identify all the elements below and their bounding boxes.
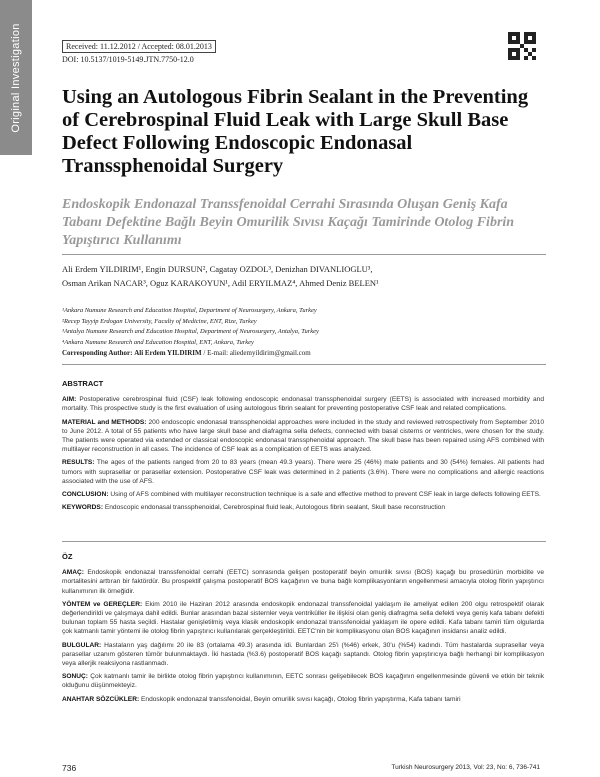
qr-code-icon <box>508 32 536 60</box>
abstract-paragraph: MATERIAL and METHODS: 200 endoscopic endonasal transsphenoidal approaches were included in the study and reviewed retrospectively from September 2010 to June 2012. A total of 55 patients who have large skull base and diafragma sella defects, connected with basal cisterns or ventricles, were chosen for the study. The patients were operated via extended or classical endoscopic endonasal transsphenoidal approach. The skull base has been repaired using AFS combined with multilayer reconstruction in all cases. The incidence of CSF leak as a complication of EETS was analyzed. <box>62 418 544 454</box>
abstract-section <box>62 379 544 516</box>
oz-keywords: ANAHTAR SÖZCÜKLER: Endoskopik endonazal transsfenoidal, Beyin omurilik sıvısı kaçağı, Otolog fibrin yapıştırma, Kafa tabanı tamiri <box>62 695 461 703</box>
affiliations <box>62 306 542 348</box>
section-tab-label: Original Investigation <box>10 22 22 133</box>
author-list <box>62 262 542 290</box>
page-number: 736 <box>62 763 77 773</box>
abstract-paragraph: CONCLUSION: Using of AFS combined with multilayer reconstruction technique is a safe and effective method to prevent CSF leak in large defects following EETS. <box>62 491 541 499</box>
received-dates: Received: 11.12.2012 / Accepted: 08.01.2013 <box>62 40 216 53</box>
author-line: Osman Arikan NACAR³, Oguz KARAKOYUN¹, Adil ERYILMAZ⁴, Ahmed Deniz BELEN¹ <box>62 278 379 288</box>
abstract-paragraph: RESULTS: The ages of the patients ranged from 20 to 83 years (mean 49.3 years). There were 25 (46%) male patients and 30 (54%) females. All patients had tumors with suprasellar or parasellar extension. Postoperative CSF leak was determined in 2 patients (3.6%). There were no complications and allergic reactions associated with the use of AFS. <box>62 459 544 485</box>
corresponding-name: Ali Erdem YILDIRIM <box>134 349 202 357</box>
oz-paragraph: AMAÇ: Endoskopik endonazal transsfenoidal cerrahi (EETC) sonrasında gelişen postoperatif beyin omurilik sıvısı (BOS) kaçağı bu prosedürün morbidite ve mortalitesini arttıran bir faktördür. Bu prospektif çalışma postoperatif BOS kaçağının ve buna bağlı komplikasyonların engellenmesi amacıyla otolog fibrin yapıştırıcı kullanımının ilk örneğidir. <box>62 569 544 595</box>
article-title: Using an Autologous Fibrin Sealant in the Preventing of Cerebrospinal Fluid Leak with Large Skull Base Defect Following Endoscopic Endonasal Transsphenoidal Surgery <box>62 86 529 177</box>
corresponding-label: Corresponding Author: <box>62 349 133 357</box>
journal-citation: Turkish Neurosurgery 2013, Vol: 23, No: 6, 736-741 <box>391 764 540 771</box>
affiliation: ²Recep Tayyip Erdogan University, Faculty of Medicine, ENT, Rize, Turkey <box>62 317 257 325</box>
affiliation: ³Antalya Numune Research and Education Hospital, Department of Neurosurgery, Antalya, Turkey <box>62 328 319 335</box>
oz-paragraph: YÖNTEM ve GEREÇLER: Ekim 2010 ile Haziran 2012 arasında endoskopik endonazal transsfenoidal yaklaşım ile ameliyat edilen 200 olgu retrospektif olarak değerlendirildi ve çalışmaya dahil edildi. Bunlar arasından bazal sisternler veya ventriküller ile ilişkisi olan geniş diafragma sella defekti veya geniş kafa tabanı defekti bulunan toplam 55 hasta seçildi. Hastalar genişletilmiş veya klasik endoskopik endonazal transsfenoidal yaklaşım ile opere edildi. Kafa tabanı tamiri tüm olgularda çok katmanlı tamir yöntemi ile otolog fibrin yapıştırıcı kullanılarak gerçekleştirildi. EETC'nin bir komplikasyonu olan BOS kaçağının insidansı analiz edildi. <box>62 600 544 636</box>
article-meta <box>62 40 216 64</box>
section-tab <box>0 0 32 155</box>
abstract-keywords: KEYWORDS: Endoscopic endonasal transsphenoidal, Cerebrospinal fluid leak, Autologous fibrin sealant, Skull base reconstruction <box>62 504 446 512</box>
affiliation: ¹Ankara Numune Research and Education Hospital, Department of Neurosurgery, Ankara, Turkey <box>62 307 317 314</box>
author-line: Ali Erdem YILDIRIM¹, Engin DURSUN², Cagatay OZDOL³, Denizhan DIVANLIOGLU³, <box>62 264 373 274</box>
corresponding-email: / E-mail: aliedemyildirim@gmail.com <box>203 349 311 357</box>
divider <box>62 541 546 542</box>
affiliation: ⁴Ankara Numune Research and Education Hospital, ENT, Ankara, Turkey <box>62 338 254 346</box>
oz-paragraph: BULGULAR: Hastaların yaş dağılımı 20 ile 83 (ortalama 49.3) arasında idi. Bunlardan 25'i (%46) erkek, 30'u (%54) kadındı. Tüm hastalarda suprasellar veya parasellar uzanım gösteren tümör bulunmaktaydı. İki hastada (%3.6) postoperatif BOS kaçağı saptandı. Otolog fibrin yapıştırıcıya bağlı herhangi bir komplikasyon veya allerjik reaksiyona rastlanmadı. <box>62 641 544 668</box>
divider <box>62 254 546 255</box>
divider <box>62 364 546 365</box>
article-title-turkish: Endoskopik Endonazal Transsfenoidal Cerrahi Sırasında Oluşan Geniş Kafa Tabanı Defektine Bağlı Beyin Omurilik Sıvısı Kaçağı Tamirinde Otolog Fibrin Yapıştırıcı Kullanımı <box>62 197 515 248</box>
oz-paragraph: SONUÇ: Çok katmanlı tamir ile birlikte otolog fibrin yapıştırıcı kullanımının, EETC sonrası gelişebilecek BOS kaçağının engellenmesinde güvenli ve etkin bir teknik olduğunu düşünmekteyiz. <box>62 673 544 690</box>
oz-section <box>62 552 544 708</box>
oz-heading: ÖZ <box>62 552 73 561</box>
abstract-paragraph: AIM: Postoperative cerebrospinal fluid (CSF) leak following endoscopic endonasal transsphenoidal surgery (EETS) is associated with increased morbidity and mortality. This prospective study is the first evaluation of using autologous fibrin sealant for preventing postoperative CSF leak and related complications. <box>62 396 544 413</box>
corresponding-author <box>62 349 542 357</box>
abstract-heading: ABSTRACT <box>62 379 104 388</box>
doi: DOI: 10.5137/1019-5149.JTN.7750-12.0 <box>62 55 194 64</box>
